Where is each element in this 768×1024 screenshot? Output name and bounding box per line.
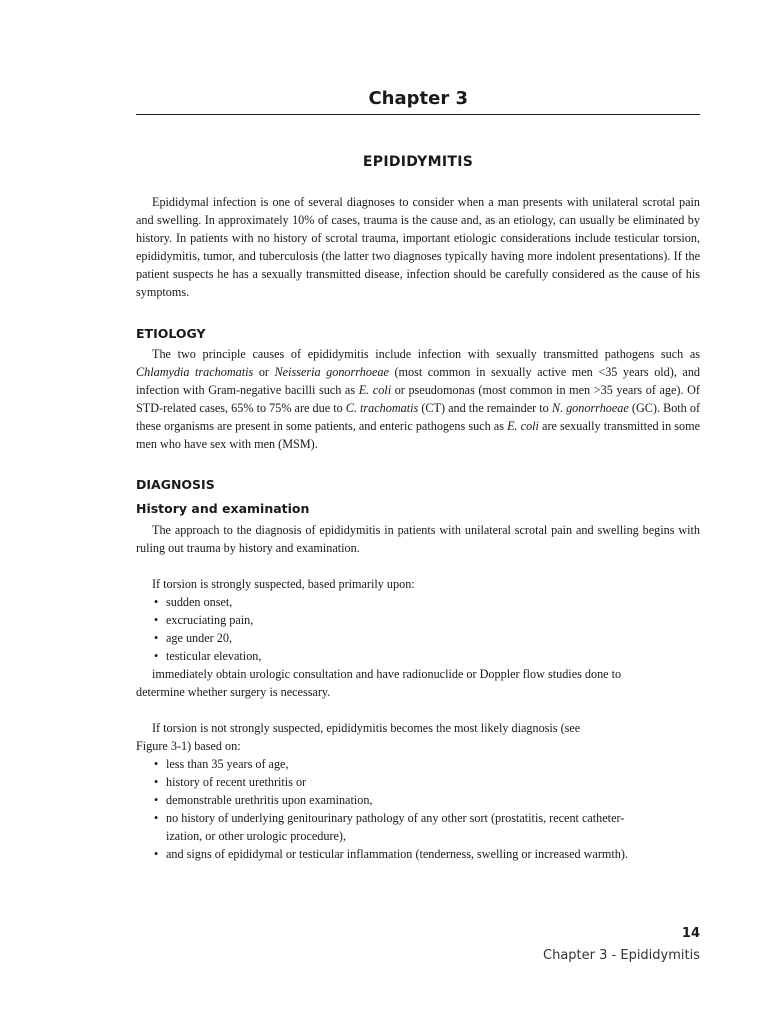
torsion-intro: If torsion is strongly suspected, based primarily upon: [152, 577, 415, 591]
list-item-continuation: ization, or other urologic procedure), [166, 829, 347, 843]
epid-intro-1: If torsion is not strongly suspected, epididymitis becomes the most likely diagnosis (see [152, 721, 581, 735]
list-item: • age under 20, [136, 629, 700, 647]
list-item: • less than 35 years of age, [136, 755, 700, 773]
intro-text: Epididymal infection is one of several diagnoses to consider when a man presents with unilateral scrotal pain and swelling. In approximately 10% of cases, trauma is the cause and, as an etiology, can usually be eliminated by history. In patients with no history of scrotal trauma, important etiologic considerations include testicular torsion, epididymitis, tumor, and tuberculosis (the latter two diagnoses typically having more indolent presentations). If the patient suspects he has a sexually transmitted disease, infection should be carefully considered as the cause of his symptoms. [136, 195, 700, 299]
etiology-text [136, 345, 700, 453]
etiology-text-a: The two principle causes of epididymitis include infection with sexually transmitted pathogens such as [152, 347, 700, 361]
page-title: EPIDIDYMITIS [362, 154, 474, 170]
etiology-paragraph [136, 345, 700, 453]
list-item: • demonstrable urethritis upon examination, [136, 791, 700, 809]
epididymitis-block [136, 719, 700, 863]
list-item: • excruciating pain, [136, 611, 700, 629]
pathogen-ct: Chlamydia trachomatis [136, 365, 254, 379]
list-item: • history of recent urethritis or [136, 773, 700, 791]
etiology-text-f: (GC). Both of these organisms are present in some patients, and enteric pathogens such as [136, 401, 701, 433]
diagnosis-text: The approach to the diagnosis of epididymitis in patients with unilateral scrotal pain and swelling begins with ruling out trauma by history and examination. [136, 523, 700, 555]
etiology-text-g: are sexually transmitted in some men who have sex with men (MSM). [136, 419, 700, 451]
torsion-list [136, 593, 700, 665]
torsion-after-1: immediately obtain urologic consultation and have radionuclide or Doppler flow studies done to [152, 667, 622, 681]
chapter-heading: Chapter 3 [368, 88, 468, 109]
list-item-text: no history of underlying genitourinary pathology of any other sort (prostatitis, recent catheter- [166, 811, 625, 825]
diagnosis-paragraph [136, 521, 700, 557]
intro-paragraph [136, 193, 700, 301]
etiology-text-b: or [253, 365, 275, 379]
pathogen-ecoli-2: E. coli [507, 419, 539, 433]
etiology-heading: ETIOLOGY [136, 326, 206, 341]
etiology-text-e: (CT) and the remainder to [418, 401, 552, 415]
list-item: • testicular elevation, [136, 647, 700, 665]
torsion-after-2: determine whether surgery is necessary. [136, 685, 331, 699]
list-item [136, 809, 700, 827]
etiology-text-d: or pseudomonas (most common in men >35 years of age). Of STD-related cases, 65% to 75% are due to [136, 383, 700, 415]
list-item: • sudden onset, [136, 593, 700, 611]
header-rule [136, 114, 700, 115]
history-subheading: History and examination [136, 501, 310, 516]
diagnosis-heading: DIAGNOSIS [136, 477, 215, 492]
page-number: 14 [681, 926, 700, 941]
epid-intro-2: Figure 3-1) based on: [136, 739, 241, 753]
pathogen-ng-abbrev: N. gonorrhoeae [551, 401, 629, 415]
epididymitis-criteria-list-end [136, 845, 700, 863]
pathogen-ct-abbrev: C. trachomatis [345, 401, 419, 415]
epididymitis-criteria-list [136, 755, 700, 827]
pathogen-ng: Neisseria gonorrhoeae [274, 365, 389, 379]
etiology-text-c: (most common in sexually active men <35 years old), and infection with Gram-negative bacilli such as [136, 365, 701, 397]
list-item: • and signs of epididymal or testicular inflammation (tenderness, swelling or increased warmth). [136, 845, 700, 863]
pathogen-ecoli: E. coli [358, 383, 392, 397]
running-footer: Chapter 3 - Epididymitis [543, 948, 700, 963]
torsion-block [136, 575, 700, 701]
